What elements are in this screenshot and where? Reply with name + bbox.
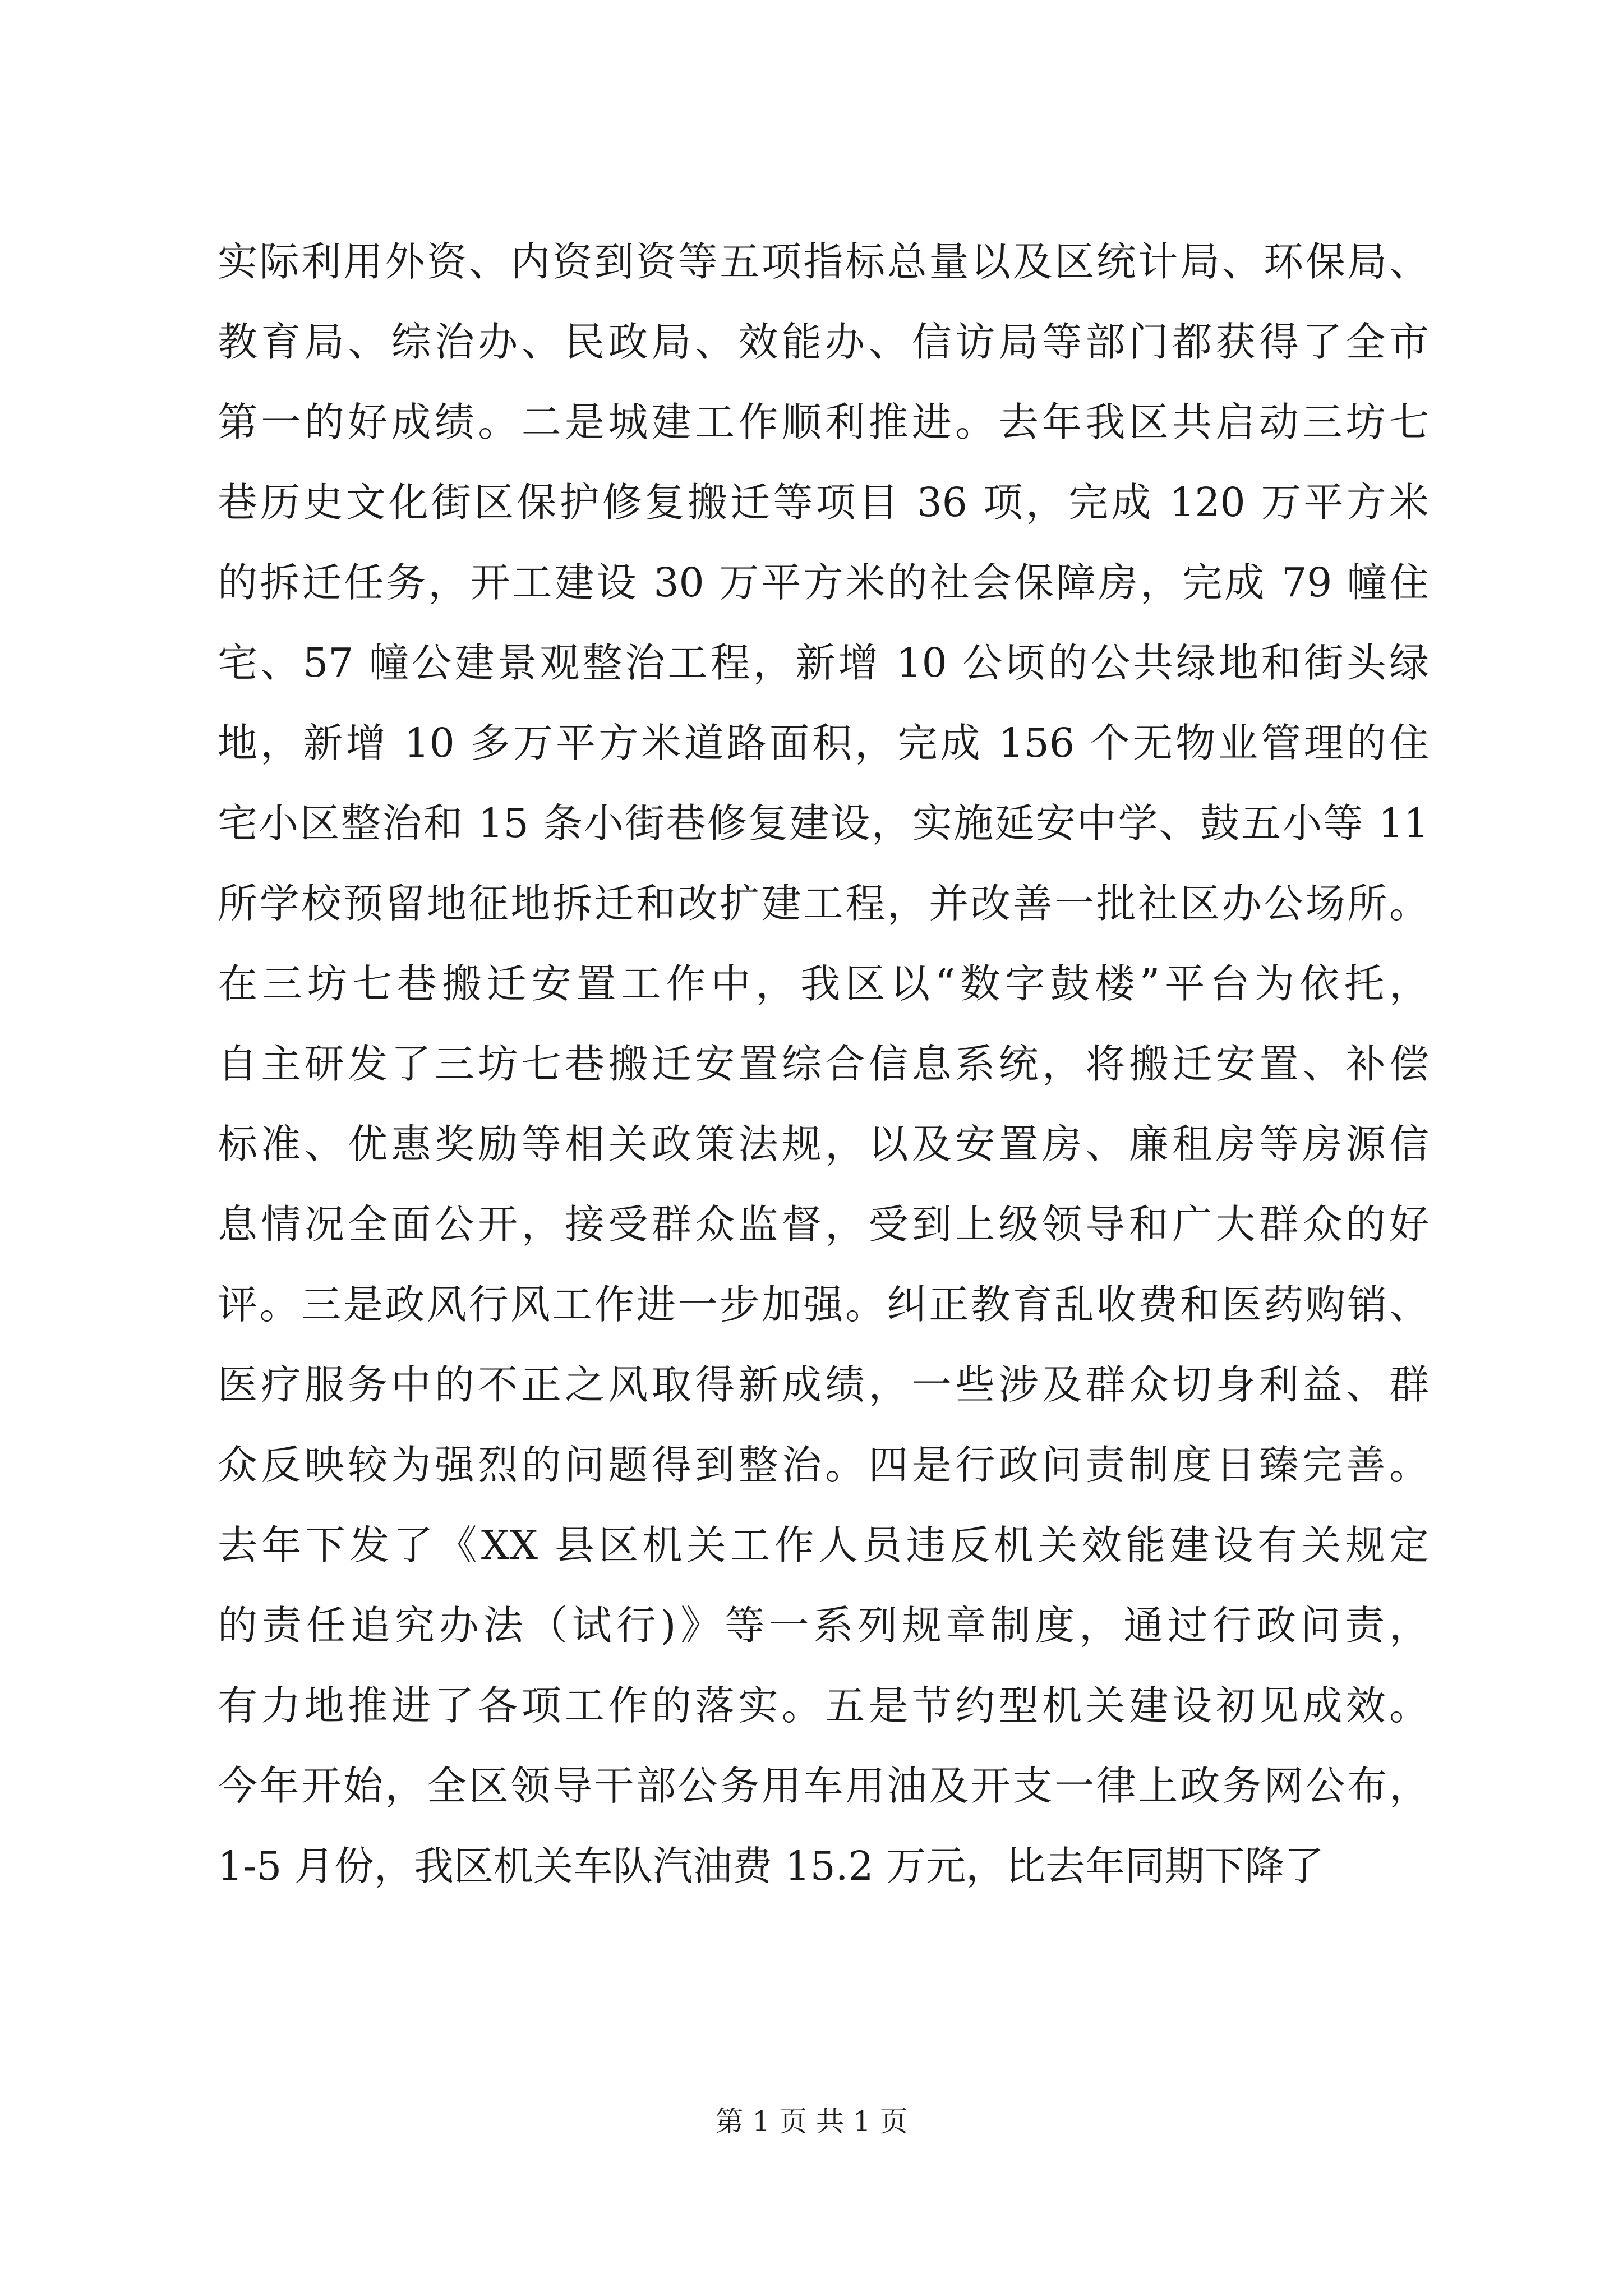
- text-line-5: 的拆迁任务，开工建设 30 万平方米的社会保障房，完成 79 幢住: [218, 559, 1429, 606]
- page-indicator: 第 1 页 共 1 页: [715, 2105, 908, 2138]
- page-footer: [0, 2105, 1623, 2138]
- text-line-19: 有力地推进了各项工作的落实。五是节约型机关建设初见成效。: [218, 1682, 1429, 1729]
- text-line-12: 标准、优惠奖励等相关政策法规，以及安置房、廉租房等房源信: [218, 1121, 1429, 1167]
- body-paragraph: [218, 222, 1429, 1906]
- text-line-15: 医疗服务中的不正之风取得新成绩，一些涉及群众切身利益、群: [218, 1361, 1429, 1408]
- text-line-13: 息情况全面公开，接受群众监督，受到上级领导和广大群众的好: [218, 1201, 1429, 1248]
- text-line-7: 地，新增 10 多万平方米道路面积，完成 156 个无物业管理的住: [218, 720, 1429, 766]
- text-line-6: 宅、57 幢公建景观整治工程，新增 10 公顷的公共绿地和街头绿: [218, 639, 1429, 686]
- text-line-2: 教育局、综治办、民政局、效能办、信访局等部门都获得了全市: [218, 319, 1429, 365]
- text-line-20: 今年开始，全区领导干部公务用车用油及开支一律上政务网公布，: [218, 1763, 1429, 1809]
- text-line-8: 宅小区整治和 15 条小街巷修复建设，实施延安中学、鼓五小等 11: [218, 800, 1429, 846]
- text-line-16: 众反映较为强烈的问题得到整治。四是行政问责制度日臻完善。: [218, 1442, 1429, 1488]
- text-line-11: 自主研发了三坊七巷搬迁安置综合信息系统，将搬迁安置、补偿: [218, 1041, 1429, 1087]
- text-line-18: 的责任追究办法（试行)》等一系列规章制度，通过行政问责，: [218, 1602, 1429, 1649]
- text-line-4: 巷历史文化街区保护修复搬迁等项目 36 项，完成 120 万平方米: [218, 479, 1429, 526]
- text-line-21: 1-5 月份，我区机关车队汽油费 15.2 万元，比去年同期下降了: [218, 1843, 1325, 1889]
- text-line-9: 所学校预留地征地拆迁和改扩建工程，并改善一批社区办公场所。: [218, 880, 1429, 927]
- text-line-3: 第一的好成绩。二是城建工作顺利推进。去年我区共启动三坊七: [218, 399, 1429, 445]
- text-line-14: 评。三是政风行风工作进一步加强。纠正教育乱收费和医药购销、: [218, 1281, 1429, 1328]
- text-line-17: 去年下发了《XX 县区机关工作人员违反机关效能建设有关规定: [218, 1522, 1429, 1568]
- text-line-1: 实际利用外资、内资到资等五项指标总量以及区统计局、环保局、: [218, 238, 1429, 285]
- text-line-10: 在三坊七巷搬迁安置工作中，我区以“数字鼓楼”平台为依托，: [218, 960, 1429, 1007]
